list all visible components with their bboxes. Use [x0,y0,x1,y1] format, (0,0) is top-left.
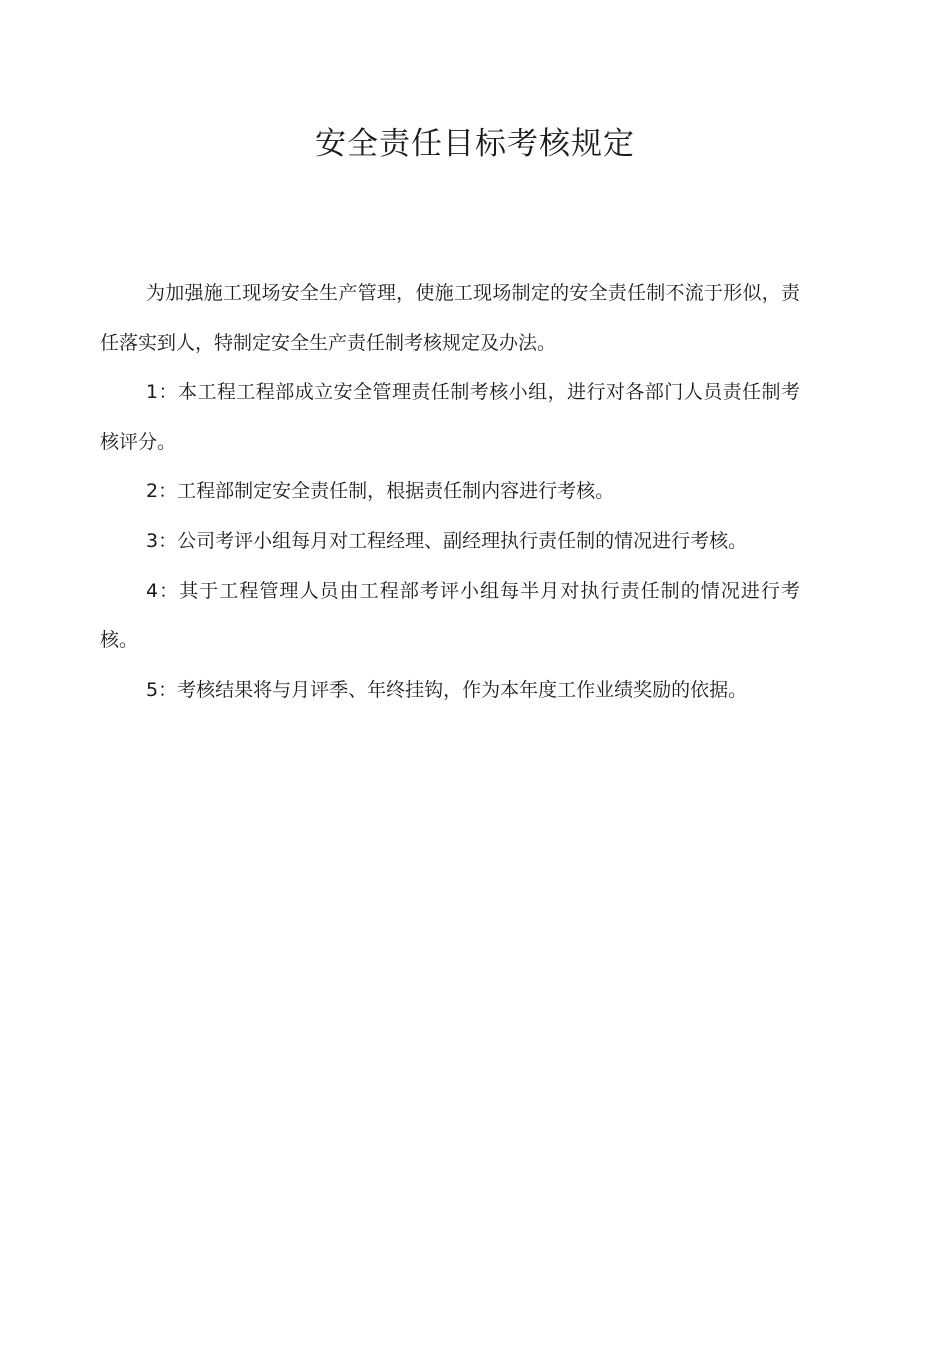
document-body [100,269,800,715]
rule-paragraph-4: 4：其于工程管理人员由工程部考评小组每半月对执行责任制的情况进行考核。 [100,579,800,652]
intro-paragraph: 为加强施工现场安全生产管理，使施工现场制定的安全责任制不流于形似，责任落实到人，特制定安全生产责任制考核规定及办法。 [100,282,800,354]
rule-paragraph-1: 1：本工程工程部成立安全管理责任制考核小组，进行对各部门人员责任制考核评分。 [100,381,800,453]
rule-paragraph-3: 3：公司考评小组每月对工程经理、副经理执行责任制的情况进行考核。 [146,529,748,552]
rule-paragraph-2: 2：工程部制定安全责任制，根据责任制内容进行考核。 [146,480,615,503]
document-title: 安全责任目标考核规定 [315,126,635,162]
rule-paragraph-5: 5：考核结果将与月评季、年终挂钩，作为本年度工作业绩奖励的依据。 [146,678,748,701]
